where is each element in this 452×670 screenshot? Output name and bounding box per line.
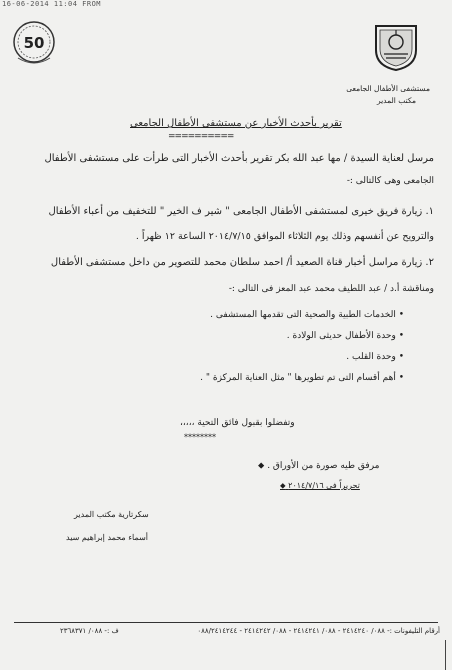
body-line-5: ٢. زيارة مراسل أخبار قناة الصعيد أ/ احمد سلطان محمد للتصوير من داخل مستشفى الأطفال [50, 257, 434, 268]
diamond-bullet-icon: ⬥ [280, 481, 286, 490]
date-note [280, 481, 360, 491]
footer-phones: أرقام التليفونات :- ٠٨٨/ ٢٤١٤٢٤٠ - ٠٨٨/ ٢٤١٤٢٤١ - ٠٨٨/ ٢٤١٤٢٤٢ - ٠٨٨/٢٤١٤٢٤٤ [197, 627, 440, 635]
body-line-6: ومناقشة أ.د / عبد اللطيف محمد عبد المعز فى التالى :- [228, 284, 434, 294]
body-line-1: مرسل لعناية السيدة / مها عبد الله بكر تقرير بأحدث الأخبار التى طرأت على مستشفى الأطفال [44, 153, 434, 164]
diamond-bullet-icon: ⬥ [258, 461, 265, 471]
body-line-2: الجامعى وهى كالتالى :- [346, 176, 434, 186]
bullet-text: أهم أقسام التى تم تطويرها " مثل العناية المركزة " . [200, 373, 396, 383]
margin-line [445, 640, 446, 670]
bullet-text: وحدة القلب . [346, 352, 396, 362]
closing-line: وتفضلوا بقبول فائق التحية ،،،،، [180, 418, 295, 428]
title-decoration: ========== [168, 132, 234, 142]
body-line-4: والترويح عن أنفسهم وذلك يوم الثلاثاء الموافق ٢٠١٤/٧/١٥ الساعة ١٢ ظهراً . [135, 231, 434, 242]
date-text: تحريراً فى ٢٠١٤/٧/١٦ [288, 481, 360, 490]
report-title: تقرير بأحدث الأخبار عن مستشفى الأطفال الجامعى [130, 118, 342, 129]
fax-header: 16-06-2014 11:04 FROM [2, 0, 102, 8]
bullet-text: الخدمات الطبية والصحية التى تقدمها المستشفى . [210, 310, 396, 320]
bullet-item [287, 331, 404, 341]
signature-title: سكرتارية مكتب المدير [74, 510, 149, 519]
university-logo [370, 20, 422, 72]
body-line-3: ١. زيارة فريق خيرى لمستشفى الأطفال الجامعى " شير ف الخير " للتخفيف من أعباء الأطفال [48, 206, 434, 217]
anniversary-number: 50 [23, 34, 45, 52]
signature-name: أسماء محمد إبراهيم سيد [66, 533, 149, 542]
attachment-note [258, 461, 380, 471]
bullet-item [210, 310, 404, 320]
attachment-text: مرفق طيه صورة من الأوراق . [267, 461, 380, 471]
anniversary-logo [10, 18, 58, 68]
closing-stars: ******** [184, 433, 216, 442]
bullet-icon: • [395, 373, 404, 383]
bullet-item [200, 373, 404, 383]
bullet-icon: • [395, 331, 404, 341]
footer-divider [14, 622, 438, 623]
office-name: مكتب المدير [376, 96, 416, 105]
bullet-text: وحدة الأطفال حديثى الولادة . [286, 331, 396, 341]
bullet-icon: • [395, 352, 404, 362]
bullet-item [346, 352, 404, 362]
hospital-name: مستشفى الأطفال الجامعى [346, 84, 430, 93]
bullet-icon: • [395, 310, 404, 320]
footer-fax: ف :- ٠٨٨/ ٢٣٦٨٣٧١ [60, 627, 119, 635]
